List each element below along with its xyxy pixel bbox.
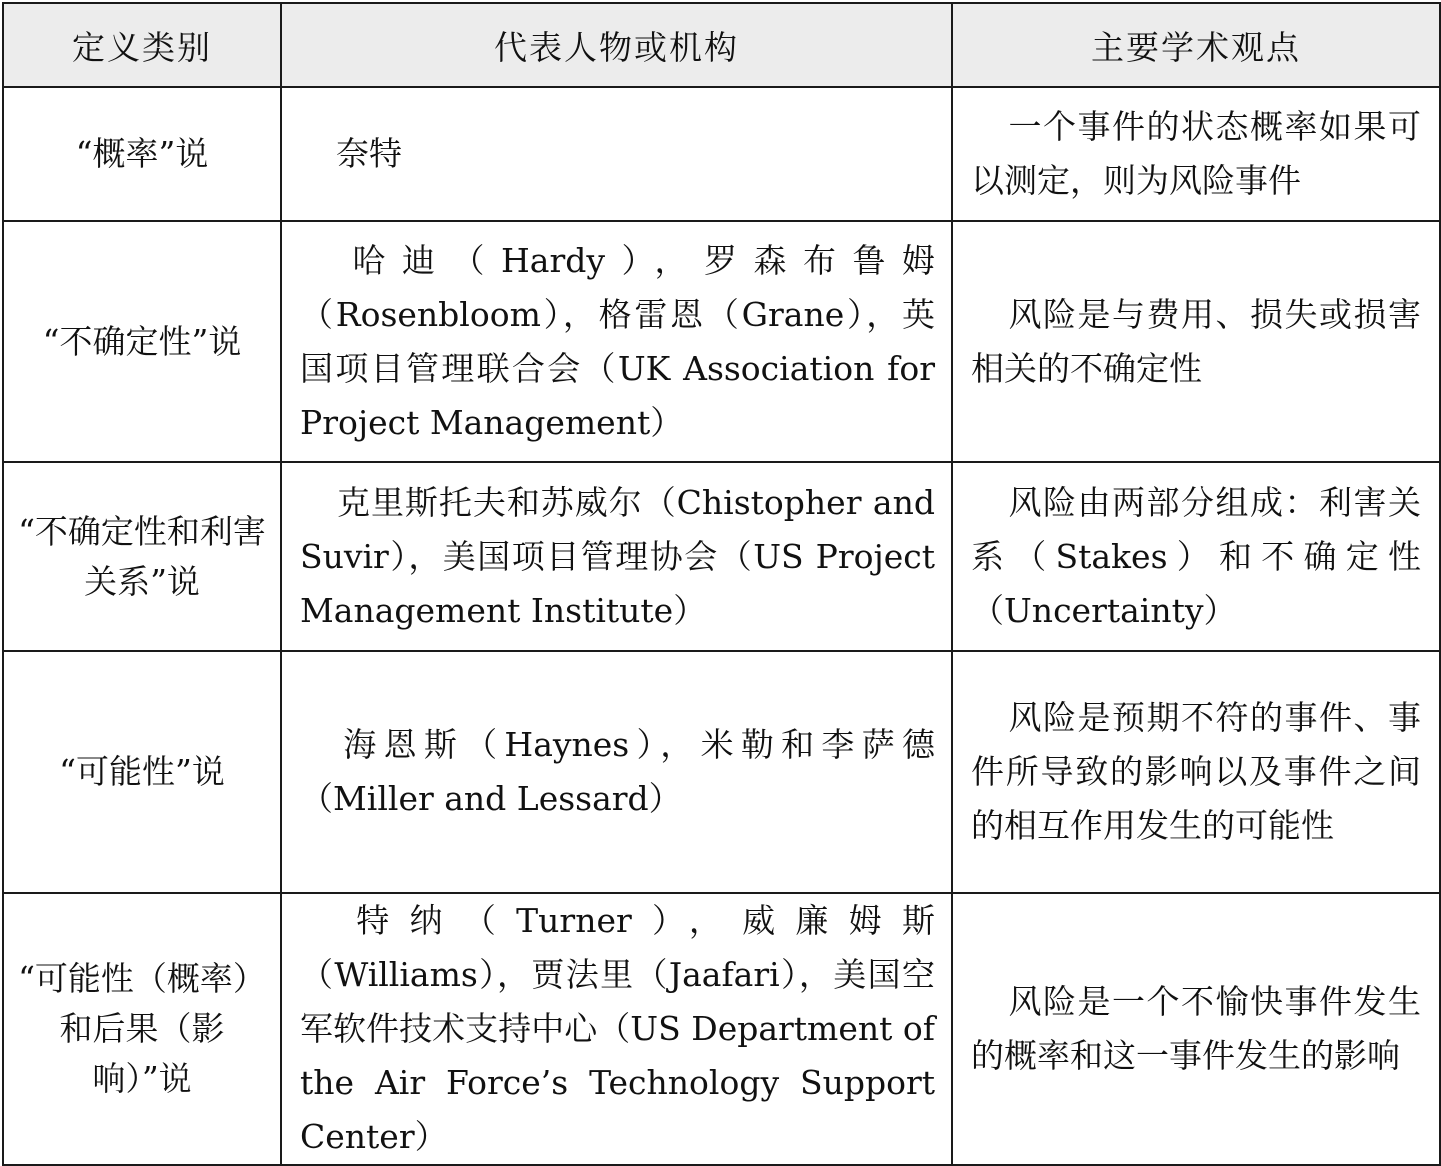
category-cell: “概率”说 <box>3 87 281 221</box>
viewpoint-cell <box>952 651 1440 893</box>
representatives-text: 奈特 <box>336 134 402 173</box>
representatives-text: 海恩斯（Haynes），米勒和李萨德（Miller and Lessard） <box>300 725 935 818</box>
table-row <box>3 87 1440 221</box>
category-cell: “可能性（概率）和后果（影响）”说 <box>3 893 281 1165</box>
viewpoint-cell <box>952 462 1440 651</box>
category-cell: “不确定性和利害关系”说 <box>3 462 281 651</box>
category-cell: “可能性”说 <box>3 651 281 893</box>
representatives-text: 克里斯托夫和苏威尔（Chistopher and Suvir），美国项目管理协会（US Project Management Institute） <box>300 482 935 630</box>
viewpoint-cell <box>952 893 1440 1165</box>
table-row <box>3 462 1440 651</box>
table-row <box>3 893 1440 1165</box>
representatives-text: 特纳（Turner），威廉姆斯（Williams），贾法里（Jaafari），美国空军软件技术支持中心（US Department of the Air Force’s Technology Support Center） <box>300 901 935 1156</box>
representatives-cell <box>281 893 952 1165</box>
viewpoint-text: 风险是一个不愉快事件发生的概率和这一事件发生的影响 <box>971 982 1421 1075</box>
risk-definition-table <box>2 2 1441 1166</box>
representatives-cell <box>281 87 952 221</box>
representatives-text: 哈迪（Hardy），罗森布鲁姆（Rosenbloom），格雷恩（Grane），英国项目管理联合会（UK Association for Project Management） <box>300 240 935 442</box>
representatives-cell <box>281 651 952 893</box>
table-row <box>3 651 1440 893</box>
header-category: 定义类别 <box>3 3 281 87</box>
table-row <box>3 221 1440 462</box>
header-representatives: 代表人物或机构 <box>281 3 952 87</box>
viewpoint-text: 风险是预期不符的事件、事件所导致的影响以及事件之间的相互作用发生的可能性 <box>971 698 1421 845</box>
header-viewpoint: 主要学术观点 <box>952 3 1440 87</box>
category-cell: “不确定性”说 <box>3 221 281 462</box>
viewpoint-cell <box>952 221 1440 462</box>
table-header <box>3 3 1440 87</box>
viewpoint-text: 风险由两部分组成：利害关系（Stakes）和不确定性（Uncertainty） <box>971 482 1421 630</box>
representatives-cell <box>281 462 952 651</box>
viewpoint-cell <box>952 87 1440 221</box>
viewpoint-text: 一个事件的状态概率如果可以测定，则为风险事件 <box>971 107 1421 200</box>
header-row <box>3 3 1440 87</box>
representatives-cell <box>281 221 952 462</box>
viewpoint-text: 风险是与费用、损失或损害相关的不确定性 <box>971 294 1421 388</box>
